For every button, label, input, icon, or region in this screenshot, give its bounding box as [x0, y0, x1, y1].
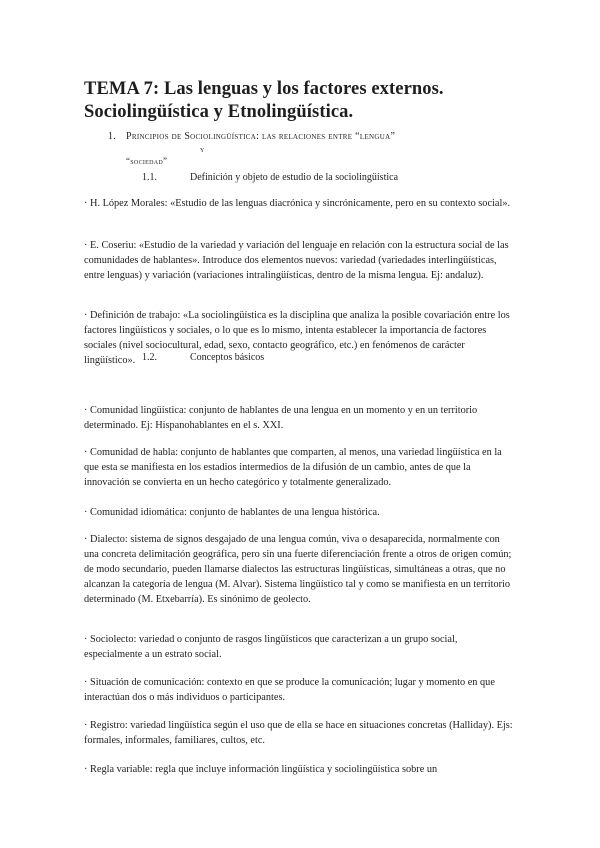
page-title: TEMA 7: Las lenguas y los factores externos. Sociolingüística y Etnolingüística.: [84, 79, 444, 122]
paragraph: · Definición de trabajo: «La sociolingüística es la disciplina que analiza la posible covariación entre los factores lingüísticos y sociales, o lo que es lo mismo, intenta establecer la importancia de factores sociales (nivel sociocultural, edad, sexo, contacto geográfico, etc.) en fenómenos de carácter lingüístico».: [84, 310, 510, 366]
paragraph: · E. Coseriu: «Estudio de la variedad y variación del lenguaje en relación con la estructura social de las comunidades de hablantes». Introduce dos elementos nuevos: variedad (variedades interlingüísticas, entre lenguas) y variación (variaciones intralingüísticas, dentro de la misma lengua. Ej: andaluz).: [84, 240, 509, 281]
section-number: 1.: [108, 131, 117, 142]
paragraph: · Situación de comunicación: contexto en que se produce la comunicación; lugar y momento en que interactúan dos o más individuos o participantes.: [84, 677, 495, 703]
section-heading-1: [108, 130, 508, 166]
paragraph: · Sociolecto: variedad o conjunto de rasgos lingüísticos que caracterizan a un grupo social, especialmente a un estrato social.: [84, 634, 458, 660]
paragraph: · Comunidad lingüística: conjunto de hablantes de una lengua en un momento y en un territorio determinado. Ej: Hispanohablantes en el s. XXI.: [84, 405, 478, 431]
subsection-heading-1-2: [142, 351, 264, 364]
subsection-number: 1.2.: [142, 352, 157, 363]
section-heading-line2: “sociedad”: [126, 156, 168, 166]
section-heading-line1: Principios de Sociolingüística: las relaciones entre “lengua”: [126, 131, 396, 142]
subsection-heading-1-1: [142, 171, 398, 184]
subsection-label: Definición y objeto de estudio de la sociolingüística: [190, 172, 399, 183]
section-heading-y: y: [200, 144, 205, 154]
paragraph: · Dialecto: sistema de signos desgajado de una lengua común, viva o desaparecida, normalmente con una concreta delimitación geográfica, pero sin una fuerte diferenciación frente a otros de origen común; de modo secundario, pueden llamarse dialectos las estructuras lingüísticas, simultáneas a otras, que no alcanzan la categoría de lengua (M. Alvar). Sistema lingüístico tal y como se manifiesta en un territorio determinado (M. Etxebarría). Es sinónimo de geolecto.: [84, 534, 512, 605]
paragraph: · Comunidad idiomática: conjunto de hablantes de una lengua histórica.: [84, 507, 380, 518]
paragraph: · Regla variable: regla que incluye información lingüística y sociolingüística sobre un: [84, 764, 438, 775]
paragraph: · Registro: variedad lingüística según el uso que de ella se hace en situaciones concretas (Halliday). Ejs: formales, informales, familiares, cultos, etc.: [84, 720, 513, 746]
paragraph: · H. López Morales: «Estudio de las lenguas diacrónica y sincrónicamente, pero en su contexto social».: [84, 198, 511, 209]
subsection-number: 1.1.: [142, 172, 157, 183]
subsection-label: Conceptos básicos: [190, 352, 265, 363]
paragraph: · Comunidad de habla: conjunto de hablantes que comparten, al menos, una variedad lingüística en la que esta se manifiesta en los estadios intermedios de la difusión de un cambio, antes de que la innovación se convierta en un hecho categórico y totalmente generalizado.: [84, 447, 502, 488]
